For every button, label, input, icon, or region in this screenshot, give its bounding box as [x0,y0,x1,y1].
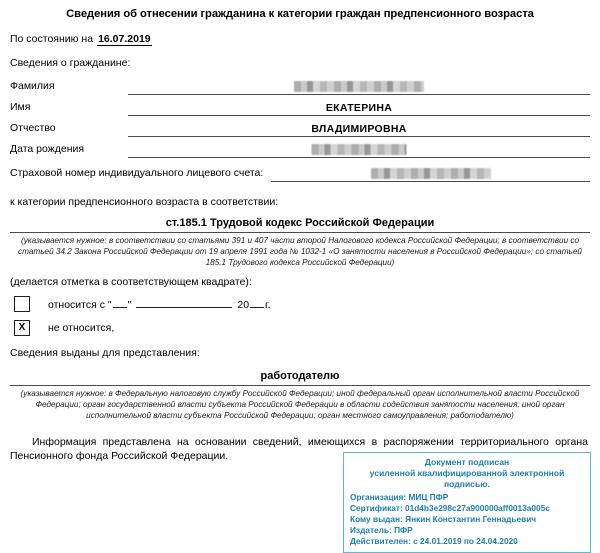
signature-issuer: Издатель: ПФР [350,525,413,536]
field-value-patronymic-text: ВЛАДИМИРОВНА [311,123,407,135]
blank-year-field[interactable] [250,298,264,308]
redaction-block-snils [371,168,491,179]
checkbox-row-not-belongs[interactable] [0,320,600,336]
recipient-value: работодателю [10,370,590,386]
field-label-firstname: Имя [10,101,31,113]
field-row-birthdate [0,137,600,158]
signature-head-line-1: Документ подписан [424,457,510,467]
signature-issued-to: Кому выдан: Янкин Константин Геннадьевич [350,514,537,525]
checkbox-label-not-belongs: не относится, [48,322,115,335]
checkbox-belongs[interactable] [14,296,30,312]
checkbox-belongs-text-middle: " [127,298,132,311]
signature-head-line-2: усиленной квалифицированной электронной [369,467,565,478]
citizen-section-label: Сведения о гражданине: [10,57,131,69]
field-label-patronymic: Отчество [10,122,56,134]
blank-day-field[interactable] [113,298,127,308]
category-intro-text: к категории предпенсионного возраста в соответствии: [10,196,279,208]
law-basis-hint: (указывается нужное: в соответствии со статьями 391 и 407 части второй Налогового кодекса Российской Федерации; в соответствии со статьей 34.2 Закона Российской Федерации от 19 апреля 1991 года № 1032-1 «О занятости населения в Российской Федерации»; со статьей 185.1 Трудового кодекса Российской Федерации) [18,236,582,267]
field-label-birthdate: Дата рождения [10,143,85,155]
field-value-patronymic [128,117,590,137]
field-value-birthdate [128,138,590,158]
signature-certificate: Сертификат: 01d4b3e298c27a900000aff0013a005c [350,503,550,514]
status-line [0,21,600,45]
recipient-hint: (указывается нужное: в Федеральную налоговую службу Российской Федерации; иной федеральный орган исполнительной власти Российской Федерации; орган государственной власти субъекта Российской Федерации в области содействия занятости населения; иной орган исполнительной власти субъекта Российской Федерации; орган местного самоуправления; работодателю) [20,389,580,421]
checkbox-belongs-text-after: г. [265,298,271,311]
field-row-snils [0,160,600,182]
mark-instruction-text: (делается отметка в соответствующем квадрате): [10,276,252,289]
status-prefix-label: По состоянию на [10,33,94,45]
signature-stamp-details [350,492,584,547]
issued-for-label: Сведения выданы для представления: [10,347,200,360]
checkbox-not-belongs[interactable]: X [14,320,30,336]
signature-validity: Действителен: с 24.01.2019 по 24.04.2020 [350,536,518,547]
footer-paragraph: Информация представлена на основании сведений, имеющихся в распоряжении территориального органа Пенсионного фонда Российской Федерации. [10,435,588,463]
field-row-firstname [0,95,600,116]
field-label-snils: Страховой номер индивидуального лицевого счета: [10,167,264,179]
field-value-surname [128,75,590,95]
signature-stamp-heading [350,457,584,489]
checkbox-belongs-text-before: относится с " [48,298,112,311]
field-label-surname: Фамилия [10,80,55,92]
redaction-block-birthdate [312,144,407,155]
electronic-signature-stamp [343,452,591,553]
field-row-surname [0,74,600,95]
checkbox-belongs-year-prefix: 20 [237,298,250,311]
redaction-block-surname [294,81,424,92]
field-row-patronymic [0,116,600,137]
citizen-fields [0,74,600,182]
checkbox-label-belongs [48,298,271,311]
law-basis-value: ст.185.1 Трудовой кодекс Российской Федерации [10,217,590,233]
blank-month-field[interactable] [136,298,232,308]
field-value-firstname [128,96,590,116]
signature-organization: Организация: МИЦ ПФР [350,492,449,503]
status-date-value: 16.07.2019 [98,33,151,45]
signature-head-line-3: подписью. [443,478,491,489]
field-value-snils [271,162,590,182]
page-title: Сведения об отнесении гражданина к категории граждан предпенсионного возраста [66,8,534,20]
checkbox-row-belongs[interactable] [0,296,600,312]
field-value-firstname-text: ЕКАТЕРИНА [325,102,393,114]
